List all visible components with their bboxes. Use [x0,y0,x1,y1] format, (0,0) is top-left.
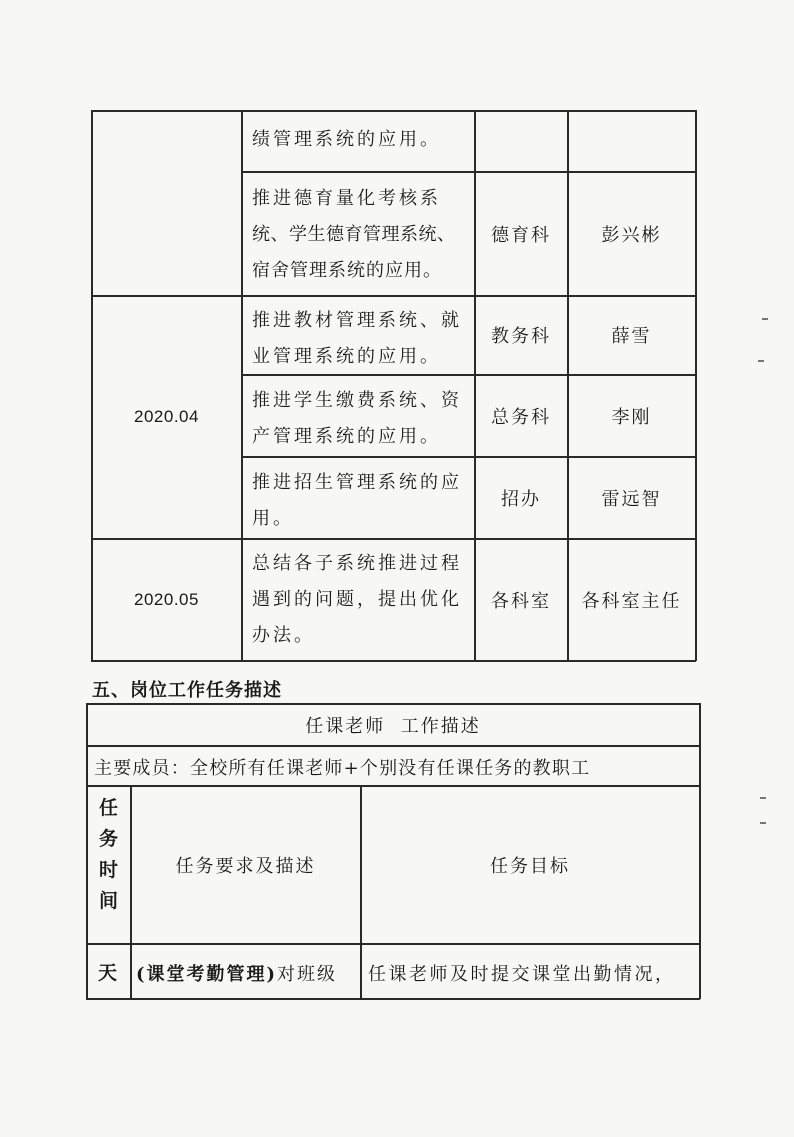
task-text-line: 推进学生缴费系统、资 [252,390,462,411]
task-cell [242,546,474,654]
person-cell: 雷远智 [601,488,662,510]
task-text-line: 推进德育量化考核系 [252,188,441,209]
department-cell: 招办 [501,488,541,510]
department-cell: 教务科 [491,326,551,347]
header-char: 间 [98,890,118,912]
header-char: 时 [98,859,118,881]
scan-mark [760,822,766,824]
members-text: 主要成员：全校所有任课老师+个别没有任课任务的教职工 [94,758,591,779]
date-cell: 2020.04 [134,407,199,426]
scan-mark [760,797,766,799]
goal-cell: 任课老师及时提交课堂出勤情况， [368,964,676,985]
requirement-text: 对班级 [277,964,338,985]
task-text-line: 推进教材管理系统、就 [252,310,462,331]
department-cell: 德育科 [491,224,551,246]
department-cell: 总务科 [491,406,551,428]
table-border [86,943,700,945]
table-border [86,745,700,747]
table-title: 任课老师 工作描述 [305,715,481,737]
task-text-line: 绩管理系统的应用。 [252,129,441,150]
task-text-line: 办法。 [252,625,315,646]
table-border [695,110,697,661]
task-cell [242,383,474,455]
table-border [699,703,701,999]
requirements-cell [136,960,337,986]
task-cell [242,122,474,158]
department-cell: 各科室 [491,590,551,612]
task-text-line: 宿舍管理系统的应用。 [252,260,442,281]
person-cell: 各科室主任 [581,590,682,612]
person-cell: 薛雪 [611,326,652,347]
scan-mark [762,318,768,320]
section-heading: 五、岗位工作任务描述 [92,680,282,701]
table-border [91,110,696,112]
row-time-cell: 天 [97,961,119,984]
task-text-line: 产管理系统的应用。 [252,426,441,447]
table-border [91,660,696,662]
header-char: 任 [98,797,118,819]
task-time-header [87,793,130,917]
task-cell [242,303,474,375]
table-border [86,998,700,1000]
person-cell: 李刚 [611,406,652,428]
requirements-header: 任务要求及描述 [175,855,316,877]
person-cell: 彭兴彬 [601,224,662,246]
task-text-line: 用。 [252,508,294,529]
task-text-line: 业管理系统的应用。 [252,346,441,367]
header-char: 务 [98,828,118,850]
task-text-line: 遇到的问题，提出优化 [252,589,462,610]
task-text-line: 统、学生德育管理系统、 [252,224,456,245]
task-text-line: 总结各子系统推进过程 [252,553,462,574]
date-cell: 2020.05 [134,589,199,609]
requirement-title: (课堂考勤管理) [136,964,278,985]
task-cell [242,465,474,537]
scan-mark [758,360,764,362]
goal-header: 任务目标 [490,855,570,877]
task-text-line: 推进招生管理系统的应 [252,472,462,493]
task-cell [242,181,474,289]
